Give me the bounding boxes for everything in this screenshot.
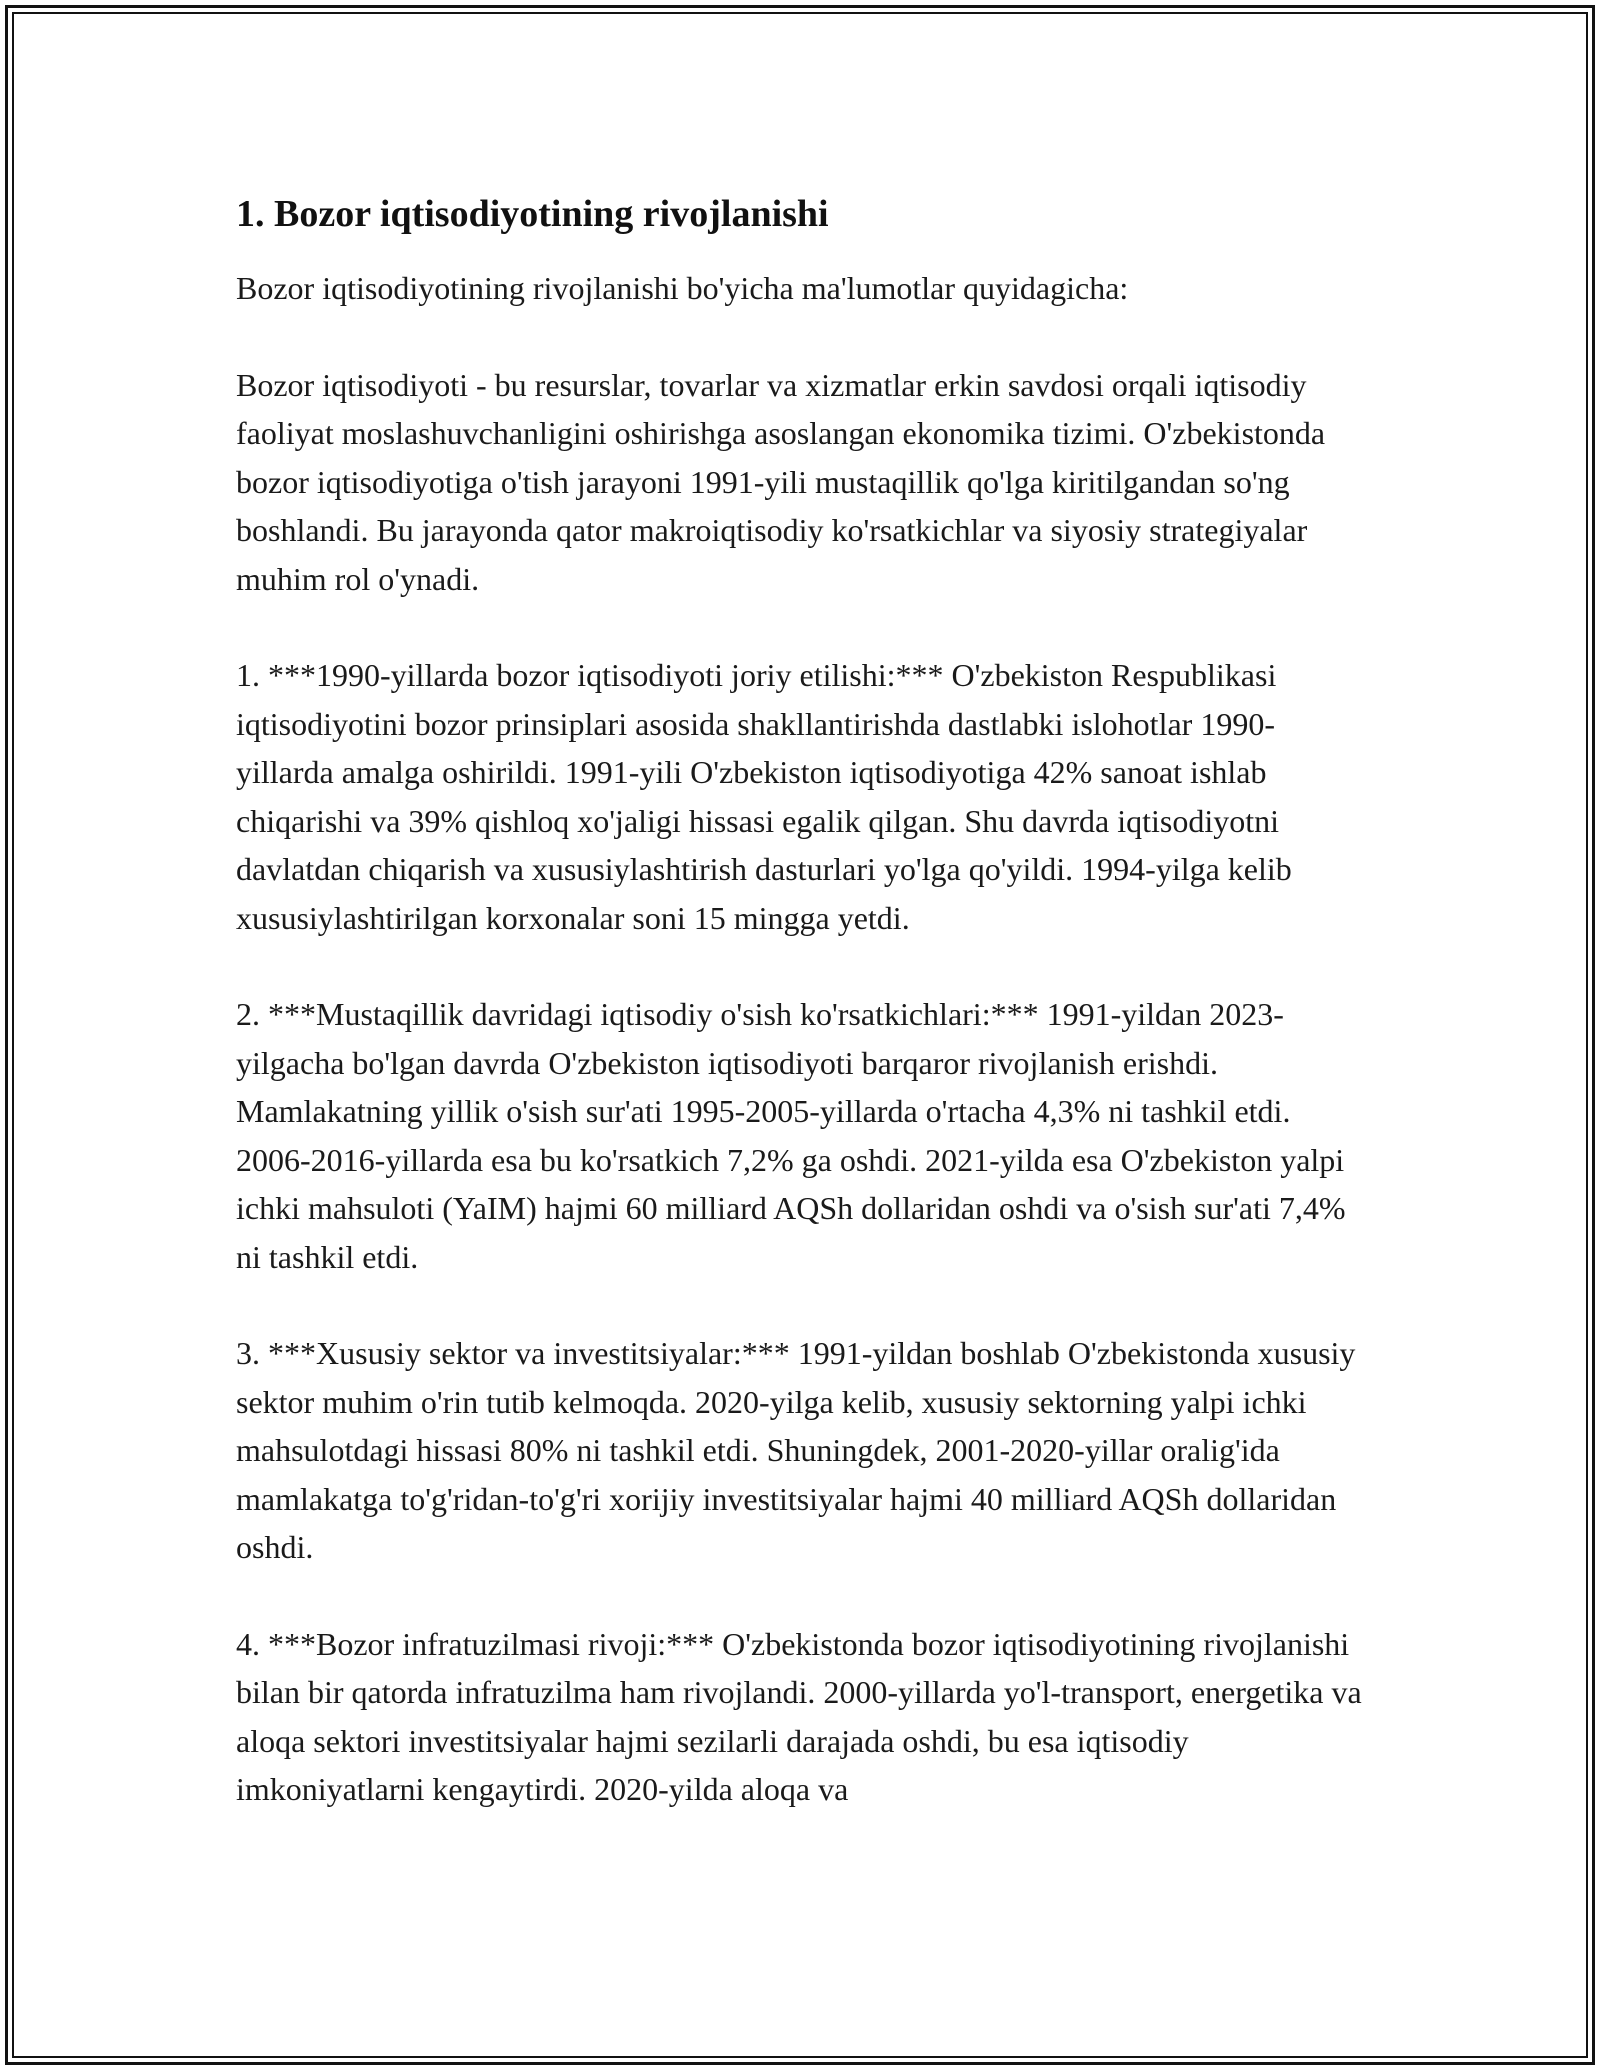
point-paragraph-1: 1. ***1990-yillarda bozor iqtisodiyoti joriy etilishi:*** O'zbekiston Respublikasi iqtisodiyotini bozor prinsiplari asosida shakllantirishda dastlabki islohotlar 1990-yillarda amalga oshirildi. 1991-yili O'zbekiston iqtisodiyotiga 42% sanoat ishlab chiqarishi va 39% qishloq xo'jaligi hissasi egalik qilgan. Shu davrda iqtisodiyotni davlatdan chiqarish va xususiylashtirish dasturlari yo'lga qo'yildi. 1994-yilga kelib xususiylashtirilgan korxonalar soni 15 mingga yetdi. xyxy=(236,657,1292,936)
definition-paragraph: Bozor iqtisodiyoti - bu resurslar, tovarlar va xizmatlar erkin savdosi orqali iqtisodiy faoliyat moslashuvchanligini oshirishga asoslangan ekonomika tizimi. O'zbekistonda bozor iqtisodiyotiga o'tish jarayoni 1991-yili mustaqillik qo'lga kiritilgandan so'ng boshlandi. Bu jarayonda qator makroiqtisodiy ko'rsatkichlar va siyosiy strategiyalar muhim rol o'ynadi. xyxy=(236,366,1326,597)
point-paragraph-4: 4. ***Bozor infratuzilmasi rivoji:*** O'zbekistonda bozor iqtisodiyotining rivojlanishi bilan bir qatorda infratuzilma ham rivojlandi. 2000-yillarda yo'l-transport, energetika va aloqa sektori investitsiyalar hajmi sezilarli darajada oshdi, bu esa iqtisodiy imkoniyatlarni kengaytirdi. 2020-yilda aloqa va xyxy=(236,1625,1362,1807)
intro-paragraph: Bozor iqtisodiyotining rivojlanishi bo'yicha ma'lumotlar quyidagicha: xyxy=(236,270,1129,306)
point-paragraph-3: 3. ***Xususiy sektor va investitsiyalar:*** 1991-yildan boshlab O'zbekistonda xususiy sektor muhim o'rin tutib kelmoqda. 2020-yilga kelib, xususiy sektorning yalpi ichki mahsulotdagi hissasi 80% ni tashkil etdi. Shuningdek, 2001-2020-yillar oralig'ida mamlakatga to'g'ridan-to'g'ri xorijiy investitsiyalar hajmi 40 milliard AQSh dollaridan oshdi. xyxy=(236,1335,1356,1565)
document-body xyxy=(236,190,1366,1862)
section-heading: 1. Bozor iqtisodiyotining rivojlanishi xyxy=(236,193,829,235)
point-paragraph-2: 2. ***Mustaqillik davridagi iqtisodiy o'sish ko'rsatkichlari:*** 1991-yildan 2023-yilgacha bo'lgan davrda O'zbekiston iqtisodiyoti barqaror rivojlanish erishdi. Mamlakatning yillik o'sish sur'ati 1995-2005-yillarda o'rtacha 4,3% ni tashkil etdi. 2006-2016-yillarda esa bu ko'rsatkich 7,2% ga oshdi. 2021-yilda esa O'zbekiston yalpi ichki mahsuloti (YaIM) hajmi 60 milliard AQSh dollaridan oshdi va o'sish sur'ati 7,4% ni tashkil etdi. xyxy=(236,996,1346,1275)
